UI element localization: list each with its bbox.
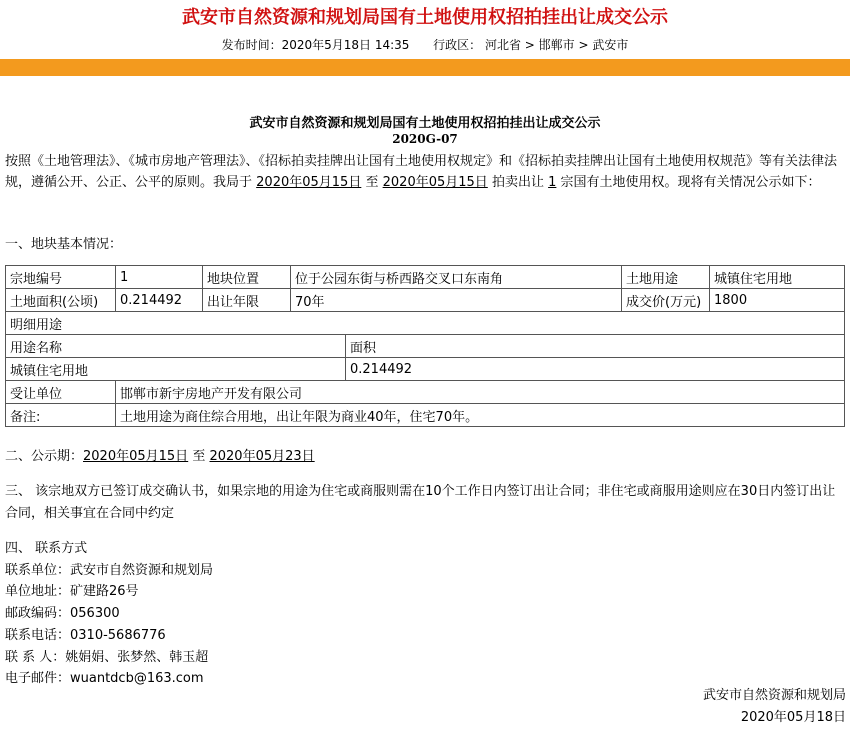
parcel-price-value: 1800 [710,289,845,312]
detail-area-header: 面积 [346,335,845,358]
publicity-to: 至 [192,449,206,464]
publicity-period [5,445,315,464]
contact-unit: 联系单位：武安市自然资源和规划局 [5,562,214,578]
intro-paragraph [5,151,845,193]
intro-to: 至 [365,175,379,190]
region-province-link[interactable]: 河北省 [484,38,521,52]
region-county-link[interactable]: 武安市 [592,38,629,52]
signature [703,685,846,729]
buyer-value: 邯郸市新宇房地产开发有限公司 [116,381,845,404]
detail-name-header: 用途名称 [6,335,346,358]
table-row [6,381,845,404]
breadcrumb-separator: > [578,38,589,52]
parcel-id-value: 1 [116,266,203,289]
parcel-table [5,265,845,427]
signature-date: 2020年05月18日 [740,710,846,725]
parcel-use-value: 城镇住宅用地 [710,266,845,289]
contact-block [5,538,213,690]
note-value: 土地用途为商住综合用地，出让年限为商业40年，住宅70年。 [116,404,845,427]
contact-people: 联 系 人：姚娟娟、张梦然、韩玉超 [5,649,209,665]
parcel-years-label: 出让年限 [203,289,291,312]
intro-text-3: 宗国有土地使用权。现将有关情况公示如下： [560,175,821,190]
page-title: 武安市自然资源和规划局国有土地使用权招拍挂出让成交公示 [182,7,668,28]
parcel-area-value: 0.214492 [116,289,203,312]
parcel-price-label: 成交价(万元) [622,289,710,312]
contact-email: 电子邮件：wuantdcb@163.com [5,671,204,687]
table-row [6,289,845,312]
intro-date-start: 2020年05月15日 [256,175,362,190]
detail-name-value: 城镇住宅用地 [6,358,346,381]
publicity-start: 2020年05月15日 [83,449,189,464]
contact-phone: 联系电话：0310-5686776 [5,627,166,643]
parcel-location-value: 位于公园东街与桥西路交叉口东南角 [291,266,622,289]
table-row [6,404,845,427]
parcel-years-value: 70年 [291,289,622,312]
breadcrumb-separator: > [524,38,535,52]
intro-date-end: 2020年05月15日 [382,175,488,190]
intro-text: 按照《土地管理法》、《城市房地产管理法》、《招标拍卖挂牌出让国有土地使用权规定》和《招标拍卖挂牌出让国有土地使用权规范》等有关法律法规，遵循公开、公正、公平的原则。我局于 [5,154,838,190]
parcel-area-label: 土地面积(公顷) [6,289,116,312]
parcel-id-label: 宗地编号 [6,266,116,289]
orange-divider-bar [0,59,850,76]
intro-count: 1 [548,175,557,190]
contact-address: 单位地址：矿建路26号 [5,584,139,600]
contact-heading: 四、 联系方式 [5,541,88,556]
table-row [6,358,845,381]
detail-use-label: 明细用途 [6,312,845,335]
parcel-use-label: 土地用途 [622,266,710,289]
parcel-location-label: 地块位置 [203,266,291,289]
signature-org: 武安市自然资源和规划局 [702,688,846,703]
publicity-end: 2020年05月23日 [209,449,315,464]
publicity-heading: 二、公示期： [5,449,84,464]
note-label: 备注: [6,404,116,427]
section-3-text: 三、 该宗地双方已签订成交确认书，如果宗地的用途为住宅或商服则需在10个工作日内签订出让合同；非住宅或商服用途则应在30日内签订出让合同，相关事宜在合同中约定 [5,484,836,521]
table-row [6,312,845,335]
notice-title: 武安市自然资源和规划局国有土地使用权招拍挂出让成交公示 [249,116,601,131]
publish-meta [0,36,850,53]
publish-time-value: 2020年5月18日 14:35 [281,38,410,52]
buyer-label: 受让单位 [6,381,116,404]
table-row [6,335,845,358]
notice-number: 2020G-07 [392,132,458,146]
publish-time-label: 发布时间： [221,38,282,52]
section-1-heading: 一、地块基本情况： [5,237,123,252]
intro-text-2: 拍卖出让 [491,175,544,190]
region-city-link[interactable]: 邯郸市 [538,38,575,52]
region-label: 行政区： [433,38,482,52]
detail-area-value: 0.214492 [346,358,845,381]
contact-zip: 邮政编码：056300 [5,606,120,622]
table-row [6,266,845,289]
